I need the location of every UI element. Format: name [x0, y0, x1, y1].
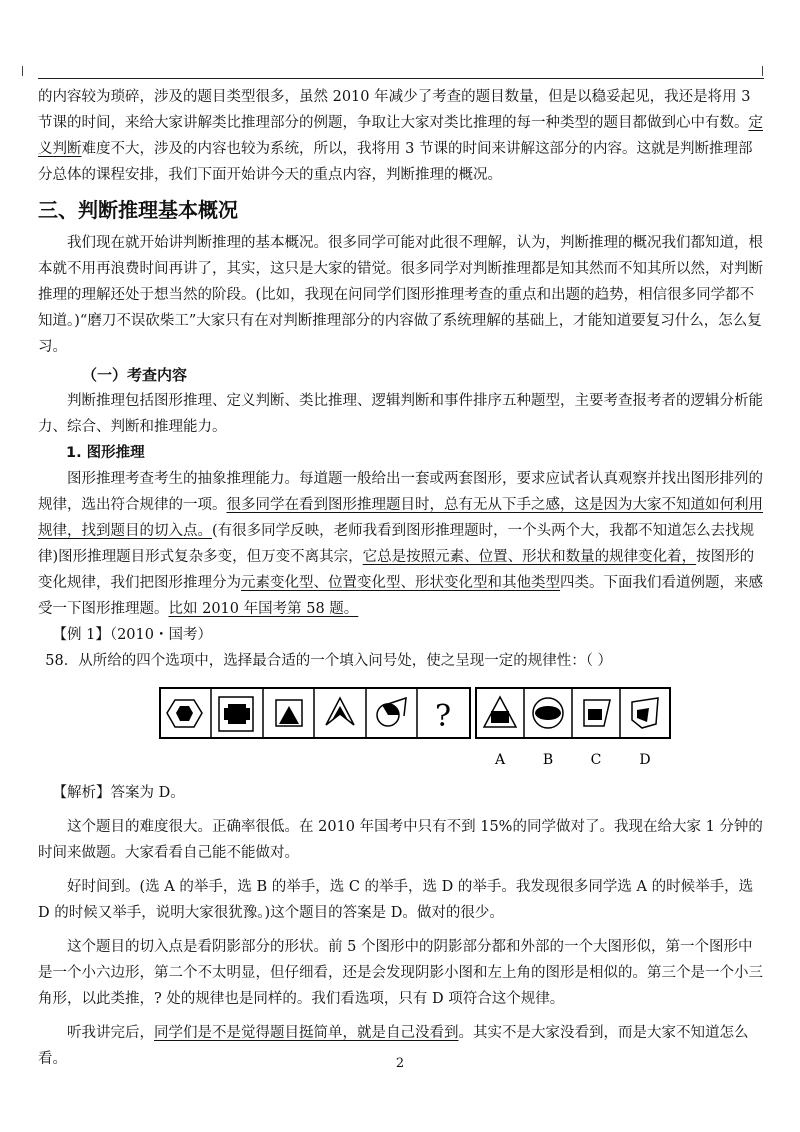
graphic-reasoning-paragraph [38, 466, 764, 622]
option-label: A [494, 752, 506, 768]
subsection-title: （一）考查内容 [82, 366, 188, 384]
example-label: 【例 1】（2010・国考） [52, 627, 212, 643]
gr-text-2: (有很多同学反映，老师我看到图形推理题时，一个头两个大，我都不知道怎么去找规律)图形推理题目形式复杂多变，但万变不离其宗， [38, 523, 755, 565]
option-d-figure-icon [632, 698, 658, 728]
intro-text-2: 难度不大，涉及的内容也较为系统，所以，我将用 3 节课的时间来讲解这部分的内容。这就是判断推理部分总体的课程安排，我们下面开始讲今天的重点内容，判断推理的概况。 [38, 141, 753, 183]
example-question: 58．从所给的四个选项中，选择最合适的一个填入问号处，使之呈现一定的规律性：（ ） [45, 653, 613, 669]
gr-underline-2: 它总是按照元素、位置、形状和数量的规律变化着， [362, 549, 697, 565]
option-label: D [639, 752, 651, 768]
analysis-paragraph-3: 这个题目的切入点是看阴影部分的形状。前 5 个图形中的阴影部分都和外部的一个大图形似，第一个图形中是一个小六边形，第二个不太明显，但仔细看，还是会发现阴影小图和左上角的图形是相似的。第三个是一个小三角形，以此类推，? 处的规律也是同样的。我们看选项，只有 D 项符合这个规律。 [38, 939, 763, 1007]
option-label: B [542, 752, 554, 768]
option-b-figure-icon [533, 698, 563, 728]
analysis-text-pre: 听我讲完后， [67, 1025, 154, 1041]
subsection-paragraph: 判断推理包括图形推理、定义判断、类比推理、逻辑判断和事件排序五种题型，主要考查报考者的逻辑分析能力、综合、判断和推理能力。 [38, 393, 763, 435]
document-page [38, 84, 764, 1072]
intro-underline: 定义判断 [38, 115, 763, 157]
cross-squares-figure-icon [219, 697, 253, 731]
puzzle-figure-svg [158, 684, 678, 772]
corner-mark-right [762, 66, 763, 76]
analysis-answer: 答案为 D。 [110, 785, 185, 801]
gr-text-1: 图形推理考查考生的抽象推理能力。每道题一般给出一套或两套图形，要求应试者认真观察并找出图形排列的规律，选出符合规律的一项。 [38, 471, 763, 513]
arrowhead-figure-icon [326, 698, 354, 725]
analysis-label: 【解析】 [52, 785, 111, 801]
analysis-paragraph-1: 这个题目的难度很大。正确率很低。在 2010 年国考中只有不到 15%的同学做对了。我现在给大家 1 分钟的时间来做题。大家看看自己能不能做对。 [38, 819, 763, 861]
intro-text-1: 的内容较为琐碎，涉及的题目类型很多，虽然 2010 年减少了考查的题目数量，但是以稳妥起见，我还是将用 3 节课的时间，来给大家讲解类比推理部分的例题，争取让大家对类比推理的每一种类型的题目都做到心中有数。 [38, 89, 751, 131]
question-strip-frame [160, 688, 470, 738]
section-paragraph: 我们现在就开始讲判断推理的基本概况。很多同学可能对此很不理解，认为，判断推理的概况我们都知道，根本就不用再浪费时间再讲了，其实，这只是大家的错觉。很多同学对判断推理都是知其然而不知其所以然，对判断推理的理解还处于想当然的阶段。(比如，我现在问同学们图形推理考查的重点和出题的趋势，相信很多同学都不知道。)“磨刀不误砍柴工”大家只有在对判断推理部分的内容做了系统理解的基础上，才能知道要复习什么，怎么复习。 [38, 235, 763, 355]
option-label: C [590, 752, 602, 768]
option-c-figure-icon [584, 700, 610, 726]
question-mark: ? [434, 699, 452, 734]
gr-underline-3: 元素变化型、位置变化型、形状变化型和其他类型 [241, 575, 560, 591]
graphic-reasoning-heading: 1. 图形推理 [66, 445, 145, 461]
gr-underline-4: 比如 2010 年国考第 58 题。 [168, 601, 359, 617]
analysis-underline: 同学们是不是觉得题目挺简单，就是自己没看到 [154, 1025, 459, 1041]
section-title: 三、判断推理基本概况 [38, 198, 238, 222]
analysis-text-post: 。其实不是大家没看到，而是大家不知道怎么看。 [38, 1025, 749, 1067]
triangle-square-figure-icon [276, 700, 302, 726]
gr-text-4: 四类。下面我们看道例题，来感受一下图形推理题。 [38, 575, 763, 617]
corner-mark-left [22, 66, 23, 76]
circle-wedge-figure-icon [377, 698, 406, 726]
analysis-paragraph-2: 好时间到。(选 A 的举手，选 B 的举手，选 C 的举手，选 D 的举手。我发现很多同学选 A 的时候举手，选 D 的时候又举手，说明大家很犹豫。)这个题目的答案是 D。做对的很少。 [38, 879, 754, 921]
gr-underline-1: 很多同学在看到图形推理题目时，总有无从下手之感，这是因为大家不知道如何利用规律，找到题目的切入点。 [38, 497, 763, 539]
page-number: 2 [395, 1056, 405, 1071]
intro-paragraph [38, 84, 764, 188]
gr-text-3: 按图形的变化规律，我们把图形推理分为 [38, 549, 755, 591]
analysis-line [38, 780, 764, 806]
hexagon-figure-icon [167, 700, 202, 727]
option-a-figure-icon [484, 697, 516, 727]
puzzle-figure [38, 684, 764, 772]
header-rule [38, 78, 764, 79]
